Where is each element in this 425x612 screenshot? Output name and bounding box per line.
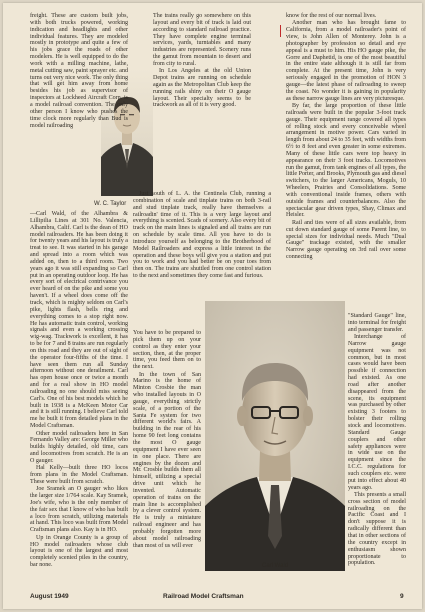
issue-date: August 1949	[30, 593, 69, 600]
article-column-3	[286, 13, 406, 261]
article-column-1-top	[30, 13, 128, 130]
article-column-2-top	[153, 13, 251, 110]
page-number: 9	[400, 593, 404, 600]
article-column-2	[133, 191, 271, 280]
paragraph: freight. These are custom built jobs, with both trucks powered, working indication and headlights and other individual features. They are modeled mostly in prototype and quite a few of his jobs grace the roads of other modelers. He is well equipped to do the work with a milling machine, lathe, metal cutting saw, paint sprayer etc. and turns out very nice work. The only thing that will get him away from home besides his job as supervisor of inspectors at Lockheed Aircraft Corp. is a model railroad convention. The only other person I know who pushes the time clock more regularly than Bud is model railroading	[30, 13, 128, 129]
red-ink-mark	[280, 25, 281, 37]
magazine-page	[3, 3, 422, 609]
paragraph: Joe Sramek an O gauger who likes the larger size 1/764 scale. Kay Sramek, Joe's wife, who is the only member of the fair sex that I know of who has built a loco from scratch, utilizing materials at hand. This loco was built from Model Craftsman plans also. Kay is in HO.	[30, 486, 128, 534]
paragraph: —Carl Wald, of the Alhambra & Lillipilia Lines at 301 No. Valencia, Alhambra, Calif. Carl is the dean of HO model railroaders. He has been doing it for twenty years and his layout is truly a treat to see. It was started in his garage and spread into a room which was added on, then to a third room. Two years ago it was still expanding so Carl put in an operating outdoor loop. He has every sort of electrical contrivance you ever heard of on the pike and some you haven't. If a wheel does come off the track, which is mighty seldom on Carl's pike, lights flash, bells ring and everything comes to a stop right now. He has automatic train control, working signals and even a working crossing wig-wag. Trackwork is excellent, it has to be for 7 and 8 trains are run regularly on this road and they are out of sight of the operator four-fifths of the time. I have seen them run all Sunday afternoon without one derailment. Carl has open house once or twice a month and for a real show in HO model railroading no one should miss seeing Carl's. One of his best models which he built in 1938 is a McKeen Motor Car and it is still running. I believe Carl told me he built it from detailed plans in the Model Craftsman.	[30, 211, 128, 430]
paragraph: By far, the large proportion of these little railroads were built in the popular 3-foot track gauge. Their equipment range covered all types of rolling stock and every conceivable wheel arrangement in motive power. Cars varied in length from about 24 to 35 feet, with widths from 6½ to 8 feet and even greater in some extremes. Many of these little cars were top heavy in appearance on their 3 foot tracks. Locomotives run the gamut, from tank engines of all types, the little Porter, and Brooks, Plymouth gas and diesel switchers, to the larger Americans, Moguls, 10 Wheelers, Prairies and Consolidations. Some with conventional inside frames, others with outside frames and counterbalances. Also the spectacular gear driven types, Shay, Climax and Heisler.	[286, 102, 406, 219]
paragraph: Interchange of Narrow gauge equipment was not common, but in most cases would have been possible if connection had existed. As one road after another disappeared from the scene, its equipment was purchased by other existing 3 footers to bolster their rolling stock and locomotives. Standard Gauge couplers and other safety appliances were in wide use on the equipment since the I.C.C. regulations for such couplers etc. were put into effect about 40 years ago.	[348, 334, 406, 491]
article-column-2-narrow	[133, 330, 201, 550]
paragraph: Other model railroaders here in San Fernando Valley are: George Miller who builds highly detailed, old time, cars and locomotives from scratch. He is an O gauger.	[30, 430, 129, 464]
article-column-3-narrow	[348, 313, 406, 568]
paragraph: know for the rest of our normal lives.	[286, 13, 377, 19]
paragraph: This presents a small cross section of model railroading on the Pacific Coast and I don't suppose it is radically different than that in other sections of the country except in enthusiasm shown proportionate to population.	[348, 491, 406, 567]
paragraph: Rail and ties were of all sizes available, from cut down standard gauge of some Parent line, to special sizes for individual needs. Much "Dual Gauge" trackage existed, with the smaller Narrow gauge operating on 3rd rail over some connecting	[286, 219, 406, 261]
paragraph: In the town of San Marino is the home of Minton Crosbie the man who installed layouts in O gauge, everything strictly scale, of a portion of the Santa Fe system for two different world's fairs. A building in the rear of his home 90 feet long contains the most O gauge equipment I have ever seen in one place. There are engines by the dozen and Mr. Crosbie builds them all himself, utilizing a special drive unit which he invented. Automatic operation of trains on the main line is accomplished by a clever control system. He is truly a miniature railroad engineer and has probably forgotten more about model railroading than most of us will ever	[133, 371, 201, 549]
paragraph: You have to be prepared to pick them up on your control as they enter your section, then, at the proper time, you feed them on to the next.	[133, 330, 201, 371]
photo-caption-carl-wald: Carl Wald	[262, 563, 289, 569]
photo-carl-wald	[205, 301, 345, 571]
paragraph: "Standard Gauge" line, into terminal for freight and passenger transfer.	[348, 313, 406, 333]
paragraph: Just south of L. A. the Centinela Club, running a combination of scale and tinplate trains on both 3-rail and stud tinplate track, really have themselves a railroadin' time of it. This is a very large layout and everything is scenied. Scads of scenery. Also every bit of track on the main lines is signaled and all trains are run on schedule by scale time. All you have to do is introduce yourself as belonging to the Brotherhood of Model Railroaders and express a little interest in the operation and these boys will give you a station and put you to work and you had better be on your toes from then on. The trains are shuttled from one control station to the next and sometimes they come fast and furious.	[133, 191, 271, 280]
page-footer	[3, 591, 422, 605]
portrait-image	[205, 301, 345, 571]
paragraph: In Los Angeles at the old Union Depot trains are running on schedule again as the Metropolitan Club keep the running rails shiny on their O gauge layout. Their specialty seems to be trackwork as all of it is very good.	[153, 68, 251, 109]
paragraph: Another man who has brought fame to California, from a model railroader's point of view, is John Allen of Monterey. John is a photographer by profession so detail and eye appeal is a must to him. His HO gauge pike, the Gorre and Daphetid, is one of the most beautiful in the entire state although it is still far from complete. At the present time, John is very seriously engaged in the promotion of HON 3 gauge—the latest phase of railroading to sweep the coast. No wonder it is gaining in popularity as these narrow gauge lines are very picturesque.	[286, 20, 406, 102]
paragraph: Up in Orange County is a group of HO model railroaders whose club layout is one of the largest and most completely scenied piles in the country, bar none.	[30, 534, 128, 569]
photo-caption-w-c-taylor: W. C. Taylor	[94, 201, 127, 207]
magazine-name: Railroad Model Craftsman	[163, 593, 244, 600]
paragraph: The trains really go somewhere on this layout and every bit of track is laid out according to standard railroad practice. They have complete engine terminal services, yards, turntables and many industries are represented. Scenery runs the gamut from mountain to desert and from city to rural.	[153, 13, 251, 67]
article-column-1	[30, 211, 128, 569]
paragraph: Hal Kelly—built three HO locos from plans in the Model Craftsman. These were built from scratch.	[30, 465, 128, 485]
